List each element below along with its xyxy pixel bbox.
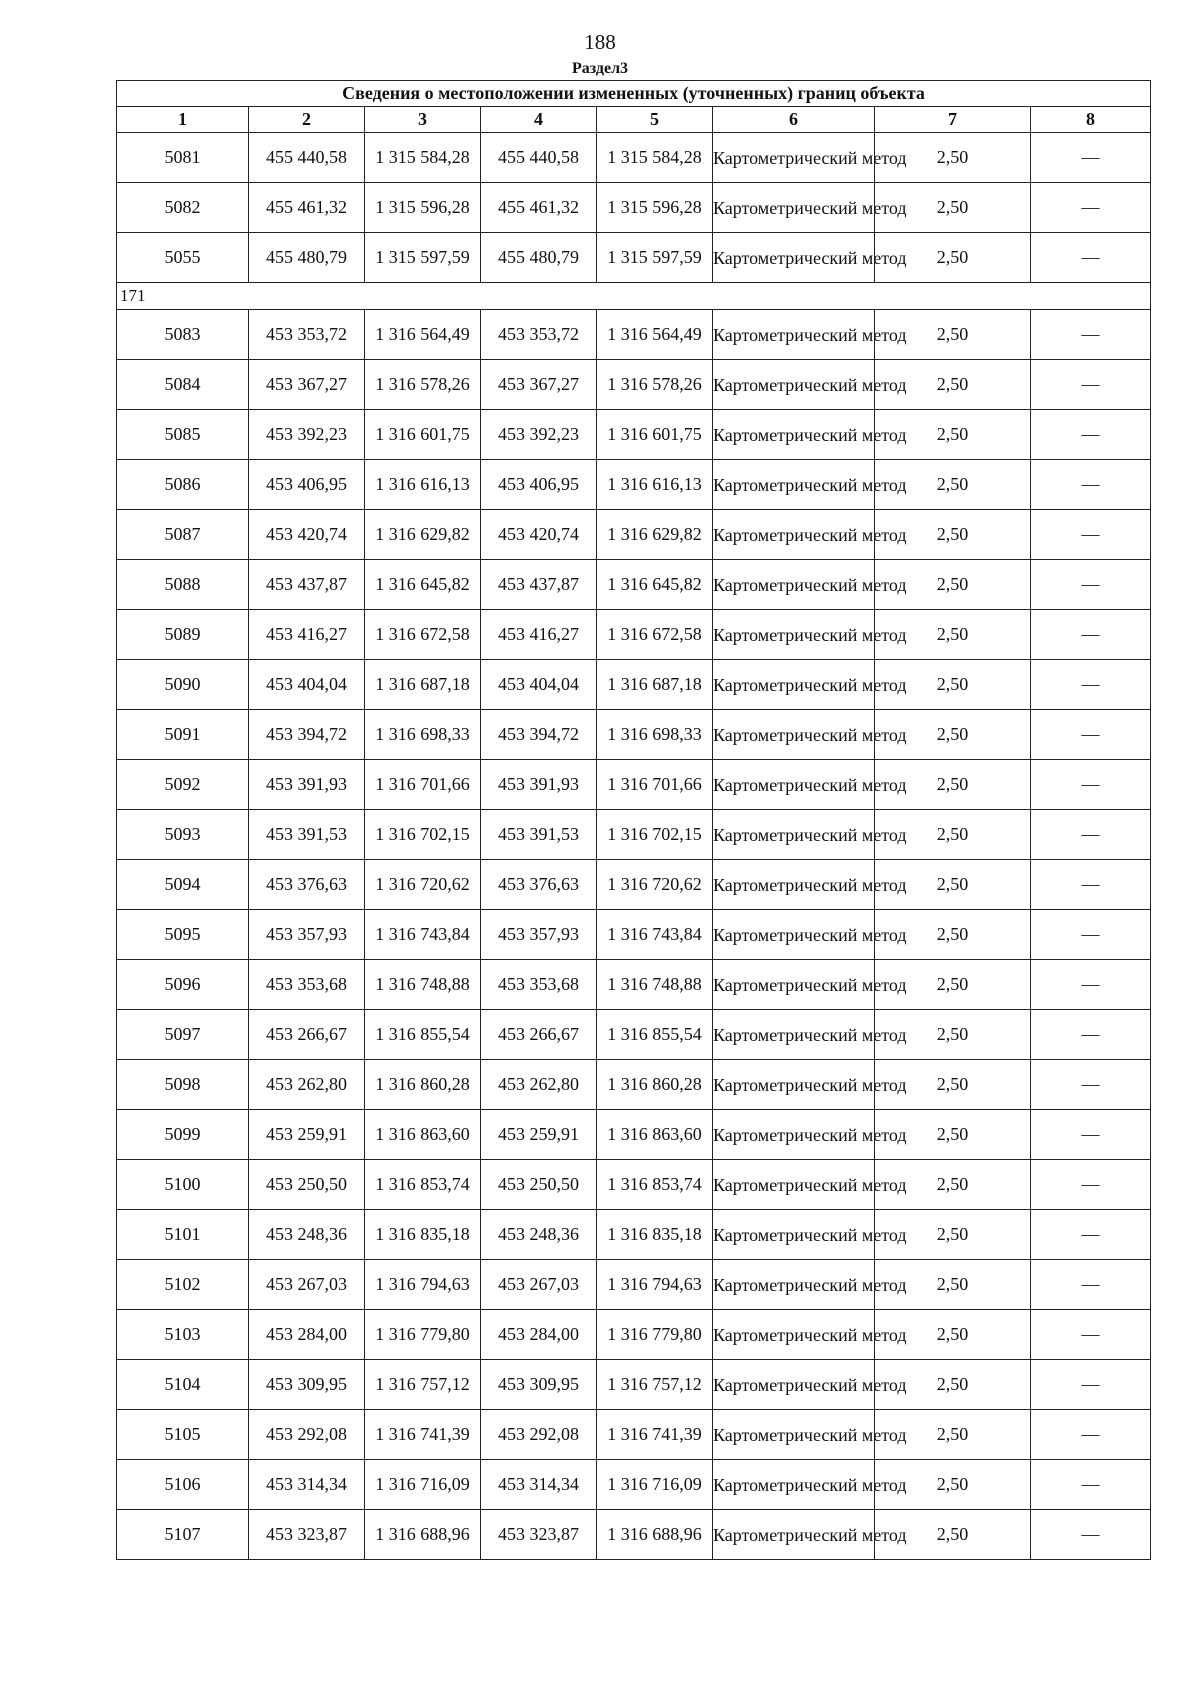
y-old-cell: 1 316 794,63 [365,1260,481,1310]
table-row [117,410,1151,460]
point-number-cell: 5099 [117,1110,249,1160]
description-cell: — [1031,1010,1151,1060]
point-number-cell: 5089 [117,610,249,660]
y-old-cell: 1 316 672,58 [365,610,481,660]
y-old-cell: 1 315 596,28 [365,183,481,233]
description-cell: — [1031,1160,1151,1210]
point-number-cell: 5092 [117,760,249,810]
method-cell: Картометрический метод [713,1260,875,1310]
x-old-cell: 453 404,04 [249,660,365,710]
x-new-cell: 453 266,67 [481,1010,597,1060]
table-row [117,610,1151,660]
method-cell: Картометрический метод [713,1160,875,1210]
x-new-cell: 455 480,79 [481,233,597,283]
description-cell: — [1031,360,1151,410]
table-row [117,1510,1151,1560]
point-number-cell: 5094 [117,860,249,910]
x-new-cell: 453 353,68 [481,960,597,1010]
x-old-cell: 453 437,87 [249,560,365,610]
description-cell: — [1031,1110,1151,1160]
method-cell: Картометрический метод [713,233,875,283]
description-cell: — [1031,1210,1151,1260]
table-row [117,710,1151,760]
method-cell: Картометрический метод [713,860,875,910]
x-old-cell: 455 480,79 [249,233,365,283]
x-old-cell: 453 309,95 [249,1360,365,1410]
table-row [117,810,1151,860]
accuracy-cell: 2,50 [875,1260,1031,1310]
table-body [117,133,1151,1560]
table-row [117,310,1151,360]
column-header: 4 [481,107,597,133]
y-new-cell: 1 316 687,18 [597,660,713,710]
table-caption: Сведения о местоположении измененных (уточненных) границ объекта [117,81,1151,107]
description-cell: — [1031,1060,1151,1110]
accuracy-cell: 2,50 [875,133,1031,183]
description-cell: — [1031,1360,1151,1410]
column-header-row [117,107,1151,133]
x-new-cell: 455 440,58 [481,133,597,183]
y-new-cell: 1 316 701,66 [597,760,713,810]
description-cell: — [1031,910,1151,960]
description-cell: — [1031,233,1151,283]
method-cell: Картометрический метод [713,183,875,233]
point-number-cell: 5055 [117,233,249,283]
y-old-cell: 1 316 578,26 [365,360,481,410]
x-old-cell: 453 292,08 [249,1410,365,1460]
x-new-cell: 453 248,36 [481,1210,597,1260]
table-row [117,1160,1151,1210]
y-old-cell: 1 316 687,18 [365,660,481,710]
accuracy-cell: 2,50 [875,760,1031,810]
accuracy-cell: 2,50 [875,360,1031,410]
y-old-cell: 1 316 616,13 [365,460,481,510]
point-number-cell: 5095 [117,910,249,960]
y-new-cell: 1 316 564,49 [597,310,713,360]
x-new-cell: 453 404,04 [481,660,597,710]
description-cell: — [1031,660,1151,710]
column-header: 3 [365,107,481,133]
y-old-cell: 1 316 748,88 [365,960,481,1010]
point-number-cell: 5083 [117,310,249,360]
method-cell: Картометрический метод [713,310,875,360]
column-header: 6 [713,107,875,133]
method-cell: Картометрический метод [713,1010,875,1060]
x-old-cell: 453 391,93 [249,760,365,810]
x-old-cell: 453 323,87 [249,1510,365,1560]
table-row [117,460,1151,510]
y-new-cell: 1 316 853,74 [597,1160,713,1210]
y-old-cell: 1 316 701,66 [365,760,481,810]
table-row [117,233,1151,283]
point-number-cell: 5101 [117,1210,249,1260]
table-row [117,560,1151,610]
accuracy-cell: 2,50 [875,1510,1031,1560]
method-cell: Картометрический метод [713,760,875,810]
point-number-cell: 5091 [117,710,249,760]
accuracy-cell: 2,50 [875,1360,1031,1410]
x-new-cell: 453 376,63 [481,860,597,910]
table-row [117,1110,1151,1160]
x-new-cell: 455 461,32 [481,183,597,233]
x-old-cell: 453 314,34 [249,1460,365,1510]
accuracy-cell: 2,50 [875,560,1031,610]
description-cell: — [1031,610,1151,660]
method-cell: Картометрический метод [713,1310,875,1360]
description-cell: — [1031,133,1151,183]
description-cell: — [1031,410,1151,460]
y-old-cell: 1 316 720,62 [365,860,481,910]
column-header: 8 [1031,107,1151,133]
accuracy-cell: 2,50 [875,660,1031,710]
accuracy-cell: 2,50 [875,310,1031,360]
point-number-cell: 5088 [117,560,249,610]
y-new-cell: 1 316 855,54 [597,1010,713,1060]
x-old-cell: 453 266,67 [249,1010,365,1060]
y-new-cell: 1 316 672,58 [597,610,713,660]
x-new-cell: 453 406,95 [481,460,597,510]
method-cell: Картометрический метод [713,1060,875,1110]
y-old-cell: 1 316 688,96 [365,1510,481,1560]
x-old-cell: 453 353,72 [249,310,365,360]
y-old-cell: 1 316 741,39 [365,1410,481,1460]
y-new-cell: 1 316 716,09 [597,1460,713,1510]
column-header: 7 [875,107,1031,133]
table-row [117,960,1151,1010]
point-number-cell: 5086 [117,460,249,510]
accuracy-cell: 2,50 [875,810,1031,860]
column-header: 1 [117,107,249,133]
x-old-cell: 455 461,32 [249,183,365,233]
method-cell: Картометрический метод [713,410,875,460]
point-number-cell: 5082 [117,183,249,233]
description-cell: — [1031,310,1151,360]
x-new-cell: 453 309,95 [481,1360,597,1410]
table-group-row [117,283,1151,310]
y-new-cell: 1 315 597,59 [597,233,713,283]
point-number-cell: 5102 [117,1260,249,1310]
table-row [117,910,1151,960]
x-old-cell: 453 367,27 [249,360,365,410]
point-number-cell: 5087 [117,510,249,560]
column-header: 2 [249,107,365,133]
description-cell: — [1031,860,1151,910]
y-new-cell: 1 316 863,60 [597,1110,713,1160]
table-row [117,1210,1151,1260]
y-old-cell: 1 316 601,75 [365,410,481,460]
x-new-cell: 453 416,27 [481,610,597,660]
x-new-cell: 453 284,00 [481,1310,597,1360]
description-cell: — [1031,1260,1151,1310]
x-old-cell: 453 416,27 [249,610,365,660]
method-cell: Картометрический метод [713,1510,875,1560]
x-old-cell: 453 267,03 [249,1260,365,1310]
y-new-cell: 1 316 720,62 [597,860,713,910]
x-old-cell: 453 357,93 [249,910,365,960]
method-cell: Картометрический метод [713,1110,875,1160]
y-new-cell: 1 316 835,18 [597,1210,713,1260]
point-number-cell: 5096 [117,960,249,1010]
table-row [117,1410,1151,1460]
x-old-cell: 453 376,63 [249,860,365,910]
description-cell: — [1031,510,1151,560]
table-row [117,360,1151,410]
x-new-cell: 453 314,34 [481,1460,597,1510]
accuracy-cell: 2,50 [875,510,1031,560]
y-new-cell: 1 315 584,28 [597,133,713,183]
x-old-cell: 453 353,68 [249,960,365,1010]
accuracy-cell: 2,50 [875,960,1031,1010]
accuracy-cell: 2,50 [875,233,1031,283]
table-caption-row [117,81,1151,107]
description-cell: — [1031,1310,1151,1360]
x-new-cell: 453 250,50 [481,1160,597,1210]
x-new-cell: 453 391,93 [481,760,597,810]
method-cell: Картометрический метод [713,133,875,183]
y-new-cell: 1 316 688,96 [597,1510,713,1560]
point-number-cell: 5106 [117,1460,249,1510]
coordinates-table [116,80,1151,1560]
group-label: 171 [117,283,1151,310]
y-new-cell: 1 316 779,80 [597,1310,713,1360]
accuracy-cell: 2,50 [875,1110,1031,1160]
y-new-cell: 1 316 748,88 [597,960,713,1010]
y-old-cell: 1 315 584,28 [365,133,481,183]
accuracy-cell: 2,50 [875,1160,1031,1210]
x-new-cell: 453 420,74 [481,510,597,560]
y-new-cell: 1 315 596,28 [597,183,713,233]
point-number-cell: 5105 [117,1410,249,1460]
method-cell: Картометрический метод [713,710,875,760]
y-old-cell: 1 316 855,54 [365,1010,481,1060]
y-old-cell: 1 316 853,74 [365,1160,481,1210]
table-row [117,860,1151,910]
y-old-cell: 1 316 835,18 [365,1210,481,1260]
x-new-cell: 453 353,72 [481,310,597,360]
table-row [117,1360,1151,1410]
x-old-cell: 453 392,23 [249,410,365,460]
description-cell: — [1031,710,1151,760]
accuracy-cell: 2,50 [875,460,1031,510]
x-old-cell: 453 394,72 [249,710,365,760]
x-old-cell: 453 406,95 [249,460,365,510]
method-cell: Картометрический метод [713,1210,875,1260]
y-new-cell: 1 316 860,28 [597,1060,713,1110]
method-cell: Картометрический метод [713,1460,875,1510]
accuracy-cell: 2,50 [875,1060,1031,1110]
x-new-cell: 453 394,72 [481,710,597,760]
y-old-cell: 1 316 698,33 [365,710,481,760]
x-old-cell: 453 262,80 [249,1060,365,1110]
method-cell: Картометрический метод [713,910,875,960]
accuracy-cell: 2,50 [875,1210,1031,1260]
x-new-cell: 453 267,03 [481,1260,597,1310]
table-row [117,183,1151,233]
method-cell: Картометрический метод [713,660,875,710]
x-old-cell: 455 440,58 [249,133,365,183]
y-old-cell: 1 316 757,12 [365,1360,481,1410]
table-row [117,1260,1151,1310]
x-new-cell: 453 262,80 [481,1060,597,1110]
page-number: 188 [584,30,616,54]
y-old-cell: 1 316 860,28 [365,1060,481,1110]
y-old-cell: 1 316 564,49 [365,310,481,360]
description-cell: — [1031,760,1151,810]
method-cell: Картометрический метод [713,460,875,510]
description-cell: — [1031,960,1151,1010]
point-number-cell: 5084 [117,360,249,410]
x-new-cell: 453 392,23 [481,410,597,460]
y-old-cell: 1 316 779,80 [365,1310,481,1360]
point-number-cell: 5093 [117,810,249,860]
y-new-cell: 1 316 578,26 [597,360,713,410]
description-cell: — [1031,183,1151,233]
x-new-cell: 453 367,27 [481,360,597,410]
point-number-cell: 5100 [117,1160,249,1210]
description-cell: — [1031,1410,1151,1460]
y-old-cell: 1 316 702,15 [365,810,481,860]
x-new-cell: 453 391,53 [481,810,597,860]
method-cell: Картометрический метод [713,1410,875,1460]
y-old-cell: 1 316 863,60 [365,1110,481,1160]
x-old-cell: 453 259,91 [249,1110,365,1160]
table-row [117,133,1151,183]
y-new-cell: 1 316 741,39 [597,1410,713,1460]
method-cell: Картометрический метод [713,960,875,1010]
point-number-cell: 5104 [117,1360,249,1410]
accuracy-cell: 2,50 [875,710,1031,760]
y-new-cell: 1 316 698,33 [597,710,713,760]
column-header: 5 [597,107,713,133]
description-cell: — [1031,1460,1151,1510]
accuracy-cell: 2,50 [875,610,1031,660]
table-row [117,1060,1151,1110]
accuracy-cell: 2,50 [875,1460,1031,1510]
table-row [117,1460,1151,1510]
description-cell: — [1031,1510,1151,1560]
x-new-cell: 453 437,87 [481,560,597,610]
accuracy-cell: 2,50 [875,410,1031,460]
method-cell: Картометрический метод [713,360,875,410]
x-old-cell: 453 284,00 [249,1310,365,1360]
description-cell: — [1031,810,1151,860]
x-new-cell: 453 259,91 [481,1110,597,1160]
x-new-cell: 453 292,08 [481,1410,597,1460]
x-old-cell: 453 248,36 [249,1210,365,1260]
y-old-cell: 1 315 597,59 [365,233,481,283]
point-number-cell: 5098 [117,1060,249,1110]
y-new-cell: 1 316 743,84 [597,910,713,960]
description-cell: — [1031,560,1151,610]
accuracy-cell: 2,50 [875,183,1031,233]
table-row [117,760,1151,810]
y-old-cell: 1 316 716,09 [365,1460,481,1510]
point-number-cell: 5090 [117,660,249,710]
table-row [117,660,1151,710]
x-old-cell: 453 420,74 [249,510,365,560]
point-number-cell: 5097 [117,1010,249,1060]
table-row [117,1010,1151,1060]
y-old-cell: 1 316 629,82 [365,510,481,560]
y-new-cell: 1 316 601,75 [597,410,713,460]
x-old-cell: 453 250,50 [249,1160,365,1210]
y-new-cell: 1 316 794,63 [597,1260,713,1310]
accuracy-cell: 2,50 [875,910,1031,960]
y-new-cell: 1 316 645,82 [597,560,713,610]
method-cell: Картометрический метод [713,510,875,560]
accuracy-cell: 2,50 [875,1010,1031,1060]
accuracy-cell: 2,50 [875,860,1031,910]
y-old-cell: 1 316 743,84 [365,910,481,960]
x-old-cell: 453 391,53 [249,810,365,860]
y-new-cell: 1 316 616,13 [597,460,713,510]
section-title: Раздел3 [571,60,629,77]
accuracy-cell: 2,50 [875,1410,1031,1460]
description-cell: — [1031,460,1151,510]
accuracy-cell: 2,50 [875,1310,1031,1360]
method-cell: Картометрический метод [713,810,875,860]
x-new-cell: 453 357,93 [481,910,597,960]
x-new-cell: 453 323,87 [481,1510,597,1560]
table-row [117,510,1151,560]
point-number-cell: 5103 [117,1310,249,1360]
point-number-cell: 5107 [117,1510,249,1560]
method-cell: Картометрический метод [713,1360,875,1410]
y-new-cell: 1 316 702,15 [597,810,713,860]
y-old-cell: 1 316 645,82 [365,560,481,610]
point-number-cell: 5085 [117,410,249,460]
method-cell: Картометрический метод [713,560,875,610]
method-cell: Картометрический метод [713,610,875,660]
point-number-cell: 5081 [117,133,249,183]
table-row [117,1310,1151,1360]
y-new-cell: 1 316 629,82 [597,510,713,560]
y-new-cell: 1 316 757,12 [597,1360,713,1410]
